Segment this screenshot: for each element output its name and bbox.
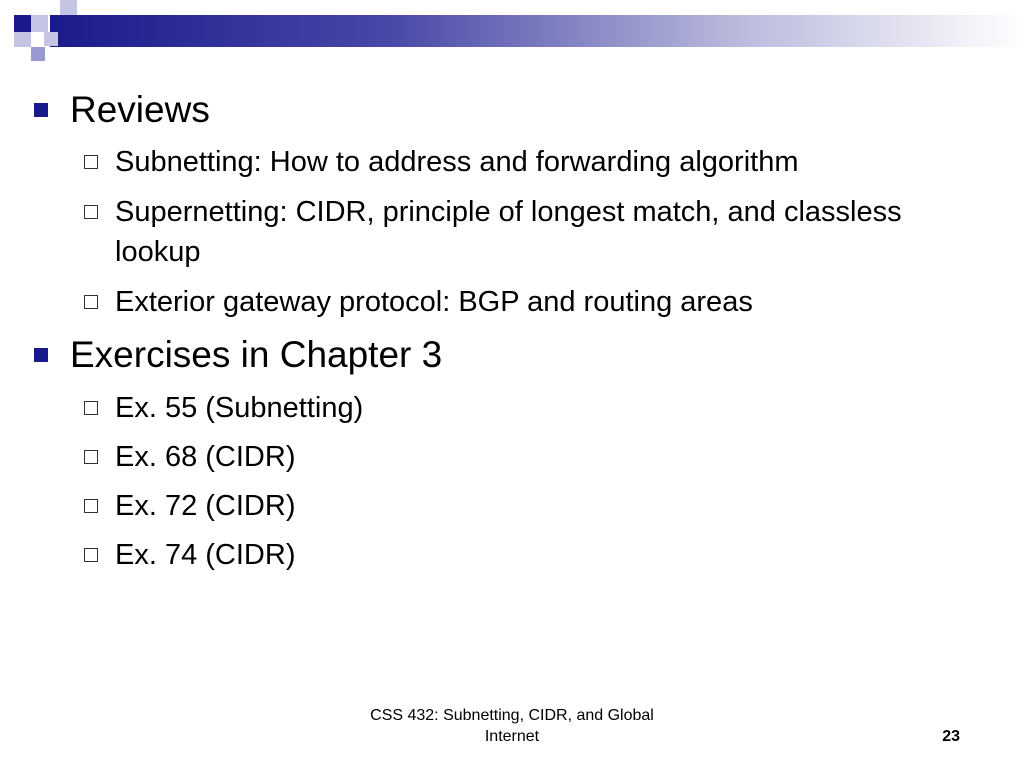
square-bullet-icon [34,348,48,362]
hollow-square-bullet-icon [84,295,98,309]
sub-bullet-text: Ex. 68 (CIDR) [115,441,296,473]
sub-bullet-text: Exterior gateway protocol: BGP and routing areas [115,286,753,318]
sub-bullet-text: Ex. 74 (CIDR) [115,539,296,571]
hollow-square-bullet-icon [84,401,98,415]
sub-bullet-text: Ex. 55 (Subnetting) [115,392,364,424]
sub-bullet-text: Ex. 72 (CIDR) [115,490,296,522]
hollow-square-bullet-icon [84,450,98,464]
hollow-square-bullet-icon [84,499,98,513]
hollow-square-bullet-icon [84,548,98,562]
hollow-square-bullet-icon [84,205,98,219]
sub-bullet-text: Subnetting: How to address and forwarding algorithm [115,146,799,178]
bullet-text: Reviews [70,89,210,130]
page-number: 23 [942,728,960,745]
square-bullet-icon [34,103,48,117]
footer-title [332,705,692,747]
footer-title-line: Internet [484,728,540,745]
sub-bullet-text: Supernetting: CIDR, principle of longest match, and classless lookup [115,196,902,268]
hollow-square-bullet-icon [84,155,98,169]
bullet-text: Exercises in Chapter 3 [70,334,443,375]
footer-title-line: CSS 432: Subnetting, CIDR, and Global [370,707,654,724]
